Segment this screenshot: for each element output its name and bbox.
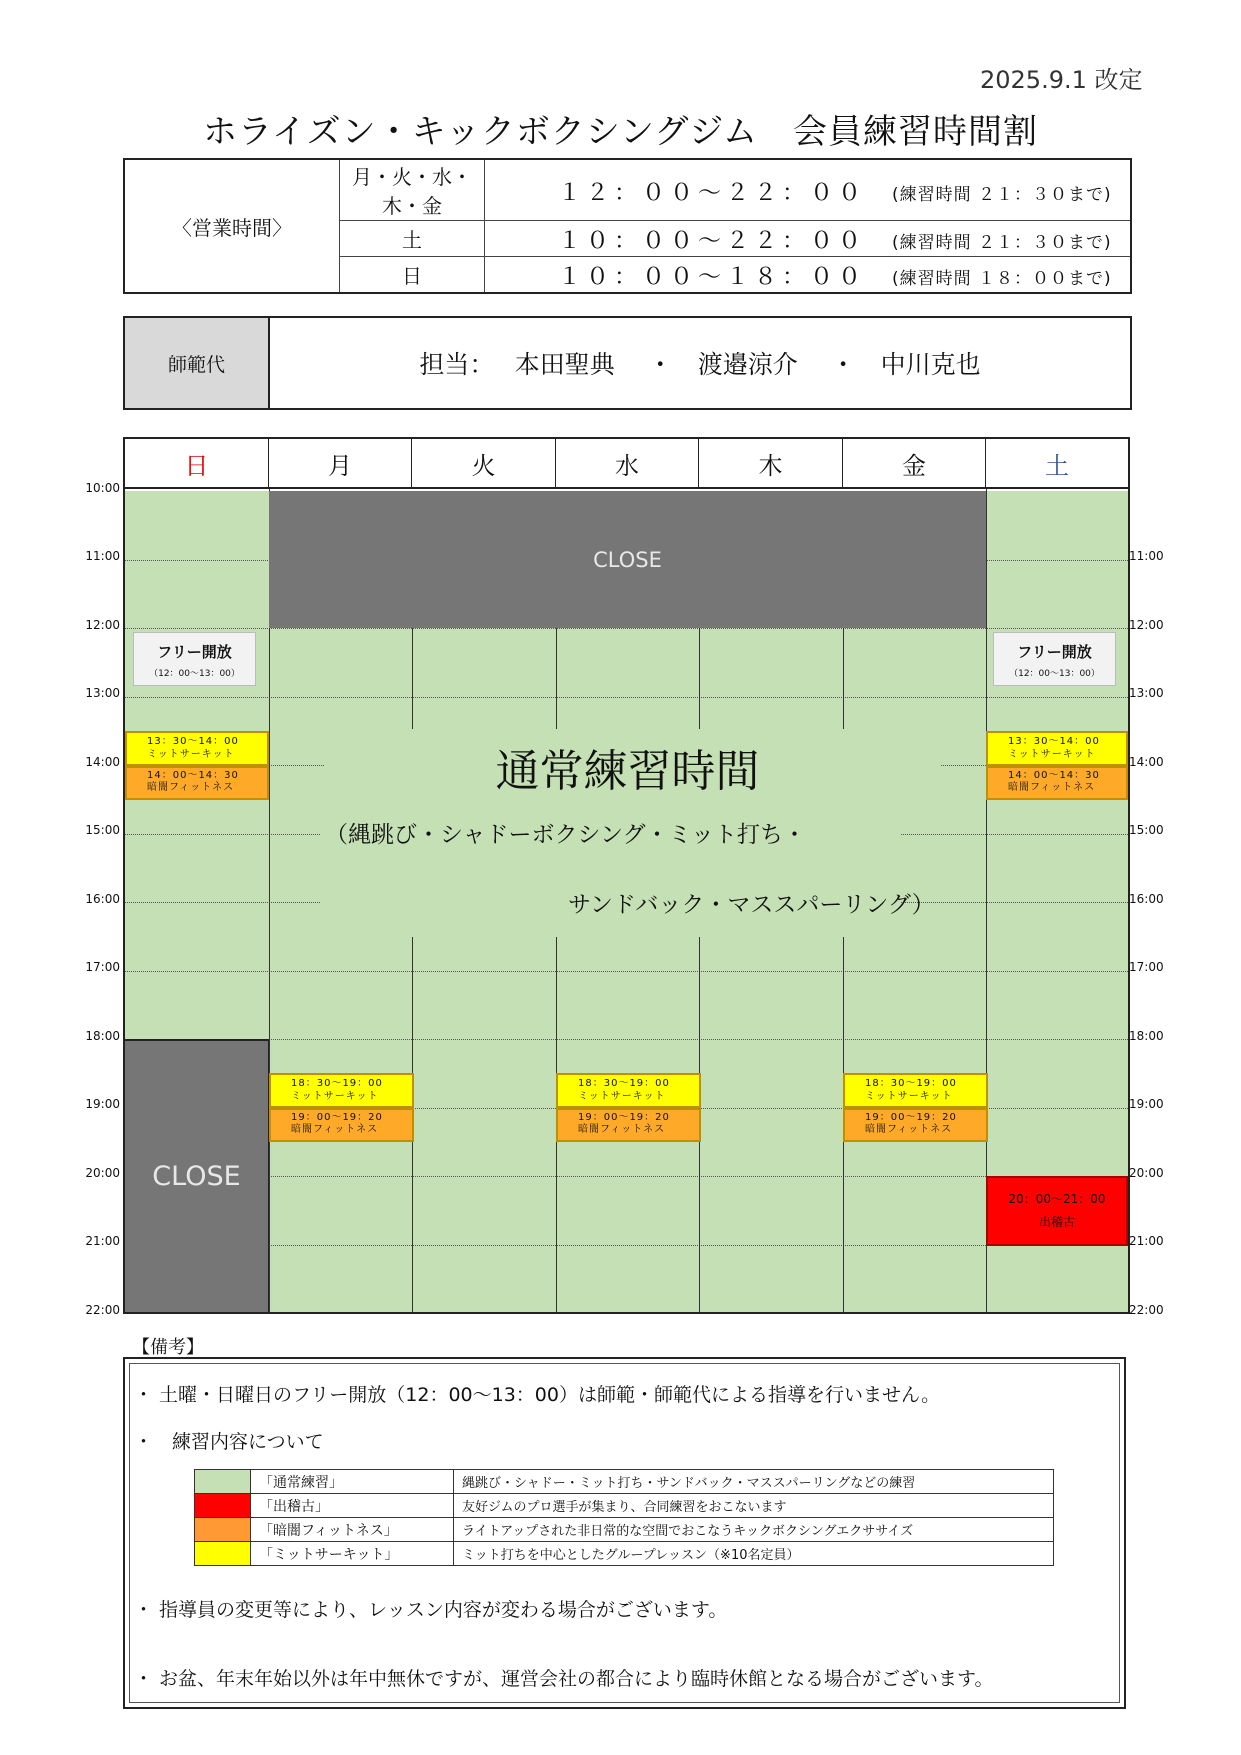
time-label-right: 16:00: [1129, 892, 1164, 906]
time-label-right: 19:00: [1129, 1097, 1164, 1111]
hours-note: (練習時間 ２１：３０まで): [892, 184, 1112, 205]
day-header-thu: 木: [699, 439, 843, 489]
note-free-open: ・ 土曜・日曜日のフリー開放（12：00〜13：00）は師範・師範代による指導を行いません。: [134, 1384, 941, 1406]
weekday-morning-closed: CLOSE: [269, 491, 986, 628]
hours-row-weekday: [485, 159, 1132, 221]
time-label-left: 21:00: [85, 1234, 120, 1248]
time-label-right: 11:00: [1129, 549, 1164, 563]
hours-days-sunday: 日: [340, 257, 485, 294]
hours-note: (練習時間 １８：００まで): [892, 269, 1112, 289]
lesson-name: ミットサーキット: [147, 749, 235, 760]
legend-swatch-orange: [195, 1518, 251, 1542]
lesson-name: 暗闇フィットネス: [291, 1124, 379, 1135]
time-label-right: 13:00: [1129, 686, 1164, 700]
hours-days-weekday: 月・火・水・木・金: [340, 159, 485, 221]
staff-names: 担当： 本田聖典 ・ 渡邉涼介 ・ 中川克也: [419, 350, 981, 379]
sunday-free-open: [133, 632, 256, 686]
day-header-sat: 土: [986, 439, 1128, 489]
lesson-name: ミットサーキット: [865, 1091, 953, 1102]
column-line: [412, 628, 413, 738]
lesson-name: 暗闇フィットネス: [578, 1124, 666, 1135]
lesson-time: 19：00〜19：20: [578, 1112, 670, 1123]
lesson-time: 14：00〜14：30: [147, 770, 239, 781]
note-practice-content: ・ 練習内容について: [134, 1431, 324, 1453]
lesson-name: 暗闇フィットネス: [1008, 782, 1096, 793]
hours-note: (練習時間 ２１：３０まで): [892, 233, 1112, 253]
column-line: [556, 628, 557, 738]
lesson-name: ミットサーキット: [1008, 749, 1096, 760]
saturday-free-open: [993, 632, 1116, 686]
legend-desc: 友好ジムのプロ選手が集まり、合同練習をおこないます: [454, 1494, 1054, 1518]
time-label-left: 19:00: [85, 1097, 120, 1111]
legend-desc: 縄跳び・シャドー・ミット打ち・サンドバック・マススパーリングなどの練習: [454, 1470, 1054, 1494]
hours-time: １０：００〜２２：００: [558, 228, 866, 254]
day-header-tue: 火: [412, 439, 556, 489]
lesson-time: 18：30〜19：00: [291, 1078, 383, 1089]
business-hours-label: 〈営業時間〉: [124, 159, 340, 293]
legend-row: [195, 1518, 1054, 1542]
saturday-mitt-circuit: [986, 731, 1128, 766]
wednesday-mitt-circuit: [556, 1073, 701, 1108]
hour-line: [125, 628, 1128, 629]
revision-date: 2025.9.1 改定: [980, 66, 1143, 94]
time-label-right: 17:00: [1129, 960, 1164, 974]
wednesday-dark-fitness: [556, 1108, 701, 1142]
main-practice-desc-2: サンドバック・マススパーリング）: [568, 892, 935, 918]
time-label-left: 10:00: [85, 481, 120, 495]
time-label-right: 22:00: [1129, 1303, 1164, 1317]
staff-label: 師範代: [125, 318, 270, 408]
legend-name: 「ミットサーキット」: [251, 1542, 454, 1566]
hour-line: [125, 1039, 1128, 1040]
monday-dark-fitness: [269, 1108, 414, 1142]
free-open-time: （12：00〜13：00）: [1009, 669, 1100, 679]
lesson-time: 19：00〜19：20: [291, 1112, 383, 1123]
time-label-right: 14:00: [1129, 755, 1164, 769]
friday-dark-fitness: [843, 1108, 988, 1142]
sunday-evening-closed: CLOSE: [125, 1039, 269, 1312]
lesson-time: 13：30〜14：00: [147, 736, 239, 747]
main-practice-title: 通常練習時間: [495, 746, 760, 797]
time-label-left: 14:00: [85, 755, 120, 769]
hours-row-sunday: [485, 257, 1132, 294]
column-line: [699, 628, 700, 738]
hour-line: [125, 1176, 1128, 1177]
legend-row: [195, 1542, 1054, 1566]
lesson-name: 暗闇フィットネス: [865, 1124, 953, 1135]
hours-days-saturday: 土: [340, 221, 485, 257]
lesson-time: 19：00〜19：20: [865, 1112, 957, 1123]
free-open-title: フリー開放: [1017, 643, 1092, 661]
time-label-left: 20:00: [85, 1166, 120, 1180]
business-hours-table: [123, 158, 1132, 294]
day-header-sun: 日: [125, 439, 269, 489]
lesson-time: 13：30〜14：00: [1008, 736, 1100, 747]
lesson-name: 暗闇フィットネス: [147, 782, 235, 793]
time-label-right: 12:00: [1129, 618, 1164, 632]
legend-row: [195, 1494, 1054, 1518]
legend-swatch-yellow: [195, 1542, 251, 1566]
legend-name: 「暗闇フィットネス」: [251, 1518, 454, 1542]
legend-name: 「通常練習」: [251, 1470, 454, 1494]
column-line: [843, 628, 844, 738]
lesson-time: 18：30〜19：00: [578, 1078, 670, 1089]
time-label-right: 21:00: [1129, 1234, 1164, 1248]
free-open-time: （12：00〜13：00）: [149, 669, 240, 679]
time-label-right: 20:00: [1129, 1166, 1164, 1180]
lesson-time: 18：30〜19：00: [865, 1078, 957, 1089]
legend-desc: ミット打ちを中心としたグループレッスン（※10名定員）: [454, 1542, 1054, 1566]
page-title: ホライズン・キックボクシングジム 会員練習時間割: [202, 112, 1039, 152]
legend-name: 「出稽古」: [251, 1494, 454, 1518]
time-label-right: 15:00: [1129, 823, 1164, 837]
main-practice-desc-1: （縄跳び・シャドーボクシング・ミット打ち・: [325, 822, 807, 848]
time-label-left: 15:00: [85, 823, 120, 837]
timetable: [123, 437, 1130, 1314]
lesson-name: ミットサーキット: [291, 1091, 379, 1102]
friday-mitt-circuit: [843, 1073, 988, 1108]
hour-line: [125, 971, 1128, 972]
free-open-title: フリー開放: [157, 643, 232, 661]
legend-desc: ライトアップされた非日常的な空間でおこなうキックボクシングエクササイズ: [454, 1518, 1054, 1542]
notes-header: 【備考】: [132, 1337, 204, 1358]
time-label-left: 16:00: [85, 892, 120, 906]
note-closures: ・ お盆、年末年始以外は年中無休ですが、運営会社の都合により臨時休館となる場合がございます。: [134, 1668, 994, 1690]
hour-line: [125, 697, 1128, 698]
legend-swatch-green: [195, 1470, 251, 1494]
legend-swatch-red: [195, 1494, 251, 1518]
note-instructor-change: ・ 指導員の変更等により、レッスン内容が変わる場合がございます。: [134, 1599, 728, 1621]
staff-box: [123, 316, 1132, 410]
sunday-mitt-circuit: [125, 731, 269, 766]
time-label-left: 22:00: [85, 1303, 120, 1317]
legend-row: [195, 1470, 1054, 1494]
sunday-dark-fitness: [125, 766, 269, 800]
saturday-dark-fitness: [986, 766, 1128, 800]
lesson-time: 20：00〜21：00: [1008, 1192, 1106, 1206]
lesson-name: 出稽古: [1038, 1215, 1075, 1229]
time-label-left: 11:00: [85, 549, 120, 563]
hour-line: [125, 1245, 1128, 1246]
hours-time: １０：００〜１８：００: [558, 264, 866, 290]
time-label-left: 12:00: [85, 618, 120, 632]
day-header-wed: 水: [556, 439, 699, 489]
saturday-degeiko: [986, 1176, 1128, 1246]
time-label-right: 18:00: [1129, 1029, 1164, 1043]
time-label-left: 18:00: [85, 1029, 120, 1043]
time-label-left: 13:00: [85, 686, 120, 700]
time-label-left: 17:00: [85, 960, 120, 974]
legend-table: [194, 1469, 1054, 1566]
monday-mitt-circuit: [269, 1073, 414, 1108]
lesson-name: ミットサーキット: [578, 1091, 666, 1102]
day-header-fri: 金: [843, 439, 986, 489]
day-header-mon: 月: [269, 439, 412, 489]
hours-row-saturday: [485, 221, 1132, 257]
hours-time: １２：００〜２２：００: [558, 179, 866, 206]
lesson-time: 14：00〜14：30: [1008, 770, 1100, 781]
